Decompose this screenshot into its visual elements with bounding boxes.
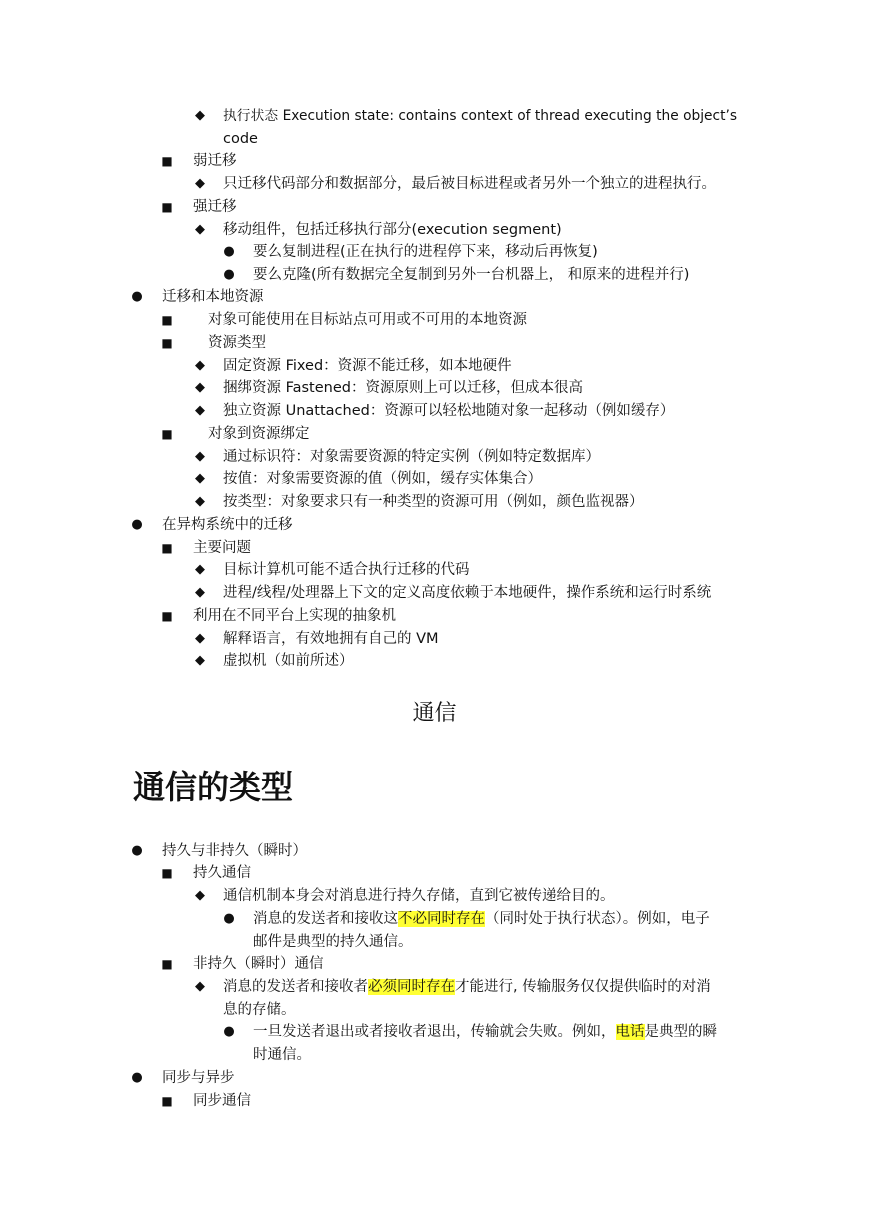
- list-item-text: 持久通信: [193, 865, 251, 881]
- square-bullet-icon: ■: [161, 336, 173, 350]
- square-bullet-icon: ■: [161, 957, 173, 971]
- list-item-text: 虚拟机（如前所述）: [223, 653, 354, 669]
- list-item-text: 固定资源 Fixed：资源不能迁移，如本地硬件: [223, 358, 512, 374]
- circle-bullet-icon: ●: [223, 911, 235, 926]
- diamond-bullet-icon: ◆: [195, 380, 205, 395]
- list-item-text: 移动组件，包括迁移执行部分(execution segment): [223, 222, 562, 238]
- list-item-text: code: [223, 131, 258, 147]
- list-item-text: 捆绑资源 Fastened：资源原则上可以迁移，但成本很高: [223, 380, 583, 396]
- list-item-text: 主要问题: [193, 540, 251, 556]
- circle-bullet-icon: ●: [223, 244, 235, 259]
- square-bullet-icon: ■: [161, 200, 173, 214]
- text-segment: 才能进行, 传输服务仅仅提供临时的对消: [455, 979, 711, 995]
- circle-bullet-icon: ●: [131, 843, 143, 858]
- list-item-text: 在异构系统中的迁移: [162, 517, 293, 533]
- list-item-text: 非持久（瞬时）通信: [193, 956, 324, 972]
- text-segment: 是典型的瞬: [644, 1024, 717, 1040]
- diamond-bullet-icon: ◆: [195, 176, 205, 191]
- list-item-text: 持久与非持久（瞬时）: [162, 843, 307, 859]
- list-item-text: 同步通信: [193, 1093, 251, 1109]
- list-item-text: [253, 908, 710, 930]
- list-item-text: 邮件是典型的持久通信。: [253, 934, 413, 950]
- diamond-bullet-icon: ◆: [195, 888, 205, 903]
- diamond-bullet-icon: ◆: [195, 358, 205, 373]
- square-bullet-icon: ■: [161, 1094, 173, 1108]
- circle-bullet-icon: ●: [131, 289, 143, 304]
- text-segment: 消息的发送者和接收这: [253, 911, 398, 927]
- diamond-bullet-icon: ◆: [195, 222, 205, 237]
- section-heading: 通信的类型: [133, 768, 294, 806]
- list-item-text: 对象到资源绑定: [208, 426, 310, 442]
- highlighted-text: 不必同时存在: [398, 911, 485, 927]
- circle-bullet-icon: ●: [223, 1024, 235, 1039]
- list-item-text: 强迁移: [193, 199, 237, 215]
- list-item-text: 资源类型: [208, 335, 266, 351]
- square-bullet-icon: ■: [161, 609, 173, 623]
- diamond-bullet-icon: ◆: [195, 562, 205, 577]
- list-item-text: 要么克隆(所有数据完全复制到另外一台机器上， 和原来的进程并行): [253, 267, 690, 283]
- square-bullet-icon: ■: [161, 541, 173, 555]
- chapter-title: 通信: [412, 701, 457, 726]
- highlighted-text: 必须同时存在: [368, 979, 455, 995]
- list-item-text: [223, 976, 711, 998]
- list-item-text: 息的存储。: [223, 1002, 296, 1018]
- list-item-text: 通过标识符：对象需要资源的特定实例（例如特定数据库）: [223, 449, 600, 465]
- list-item-text: 执行状态 Execution state: contains context of thread executing the object’s: [223, 108, 737, 124]
- list-item-text: 对象可能使用在目标站点可用或不可用的本地资源: [208, 312, 527, 328]
- square-bullet-icon: ■: [161, 313, 173, 327]
- diamond-bullet-icon: ◆: [195, 653, 205, 668]
- diamond-bullet-icon: ◆: [195, 631, 205, 646]
- circle-bullet-icon: ●: [223, 267, 235, 282]
- square-bullet-icon: ■: [161, 427, 173, 441]
- text-segment: 一旦发送者退出或者接收者退出，传输就会失败。例如，: [253, 1024, 616, 1040]
- list-item-text: 同步与异步: [162, 1070, 235, 1086]
- circle-bullet-icon: ●: [131, 517, 143, 532]
- highlighted-text: 电话: [615, 1024, 645, 1040]
- list-item-text: 时通信。: [253, 1047, 311, 1063]
- list-item-text: 通信机制本身会对消息进行持久存储，直到它被传递给目的。: [223, 888, 615, 904]
- list-item-text: 按值：对象需要资源的值（例如，缓存实体集合）: [223, 471, 542, 487]
- square-bullet-icon: ■: [161, 154, 173, 168]
- list-item-text: 利用在不同平台上实现的抽象机: [193, 608, 396, 624]
- list-item-text: 进程/线程/处理器上下文的定义高度依赖于本地硬件，操作系统和运行时系统: [223, 585, 712, 601]
- diamond-bullet-icon: ◆: [195, 494, 205, 509]
- text-segment: （同时处于执行状态）。例如，电子: [485, 911, 710, 927]
- diamond-bullet-icon: ◆: [195, 108, 205, 123]
- list-item-text: 迁移和本地资源: [162, 289, 264, 305]
- list-item-text: 弱迁移: [193, 153, 237, 169]
- circle-bullet-icon: ●: [131, 1070, 143, 1085]
- list-item-text: 只迁移代码部分和数据部分，最后被目标进程或者另外一个独立的进程执行。: [223, 176, 716, 192]
- diamond-bullet-icon: ◆: [195, 403, 205, 418]
- list-item-text: 要么复制进程(正在执行的进程停下来，移动后再恢复): [253, 244, 598, 260]
- diamond-bullet-icon: ◆: [195, 449, 205, 464]
- text-segment: 消息的发送者和接收者: [223, 979, 368, 995]
- list-item-text: 按类型：对象要求只有一种类型的资源可用（例如，颜色监视器）: [223, 494, 644, 510]
- diamond-bullet-icon: ◆: [195, 471, 205, 486]
- list-item-text: 解释语言，有效地拥有自己的 VM: [223, 631, 439, 647]
- diamond-bullet-icon: ◆: [195, 979, 205, 994]
- list-item-text: [253, 1021, 717, 1043]
- list-item-text: 独立资源 Unattached：资源可以轻松地随对象一起移动（例如缓存）: [223, 403, 675, 419]
- list-item-text: 目标计算机可能不适合执行迁移的代码: [223, 562, 470, 578]
- diamond-bullet-icon: ◆: [195, 585, 205, 600]
- square-bullet-icon: ■: [161, 866, 173, 880]
